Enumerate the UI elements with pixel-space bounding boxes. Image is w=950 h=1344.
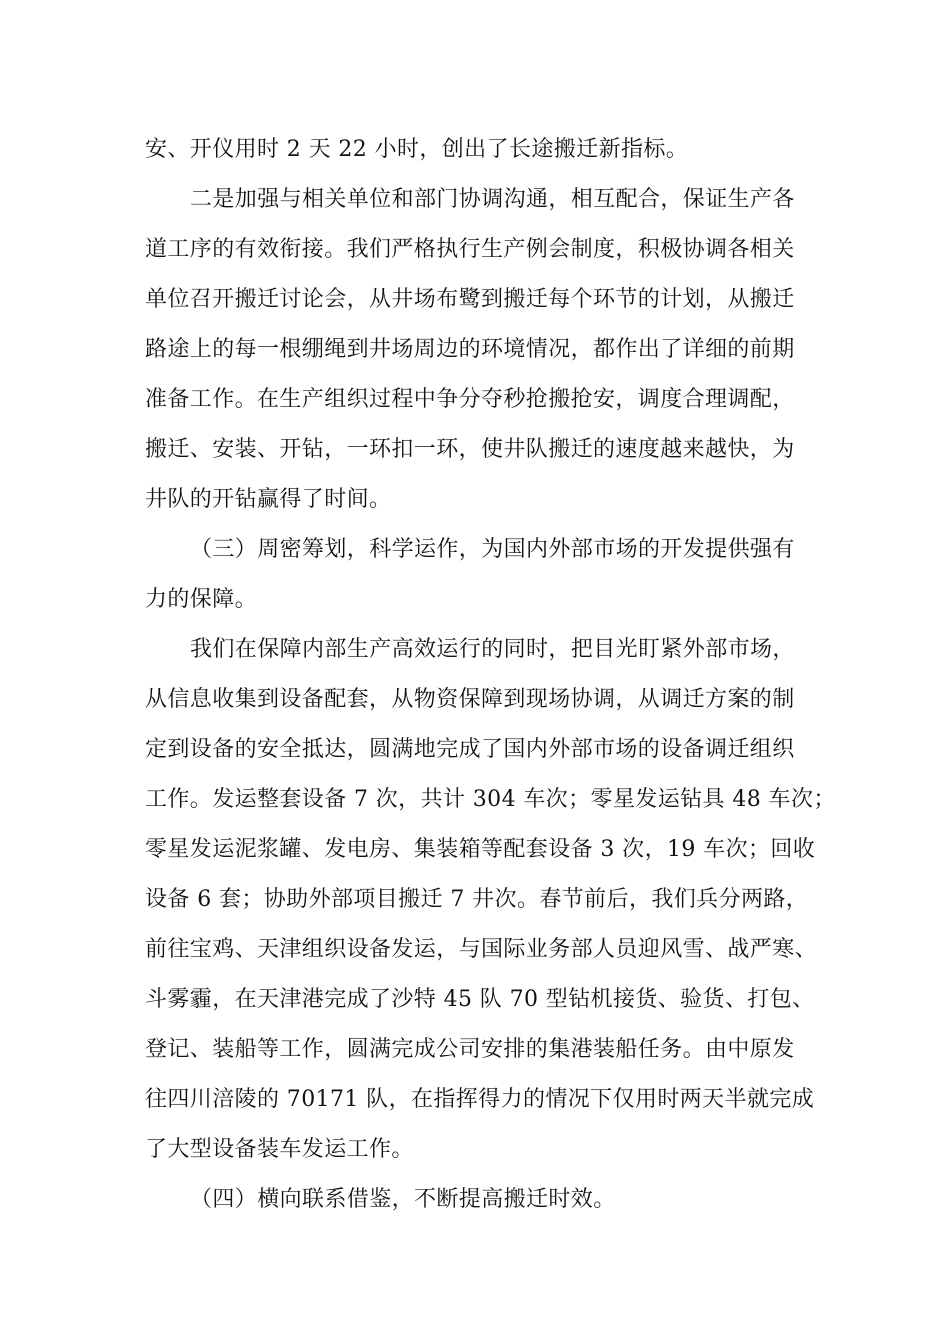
- text-line: 准备工作。在生产组织过程中争分夺秒抢搬抢安，调度合理调配，: [145, 387, 795, 412]
- text-line: 设备 6 套；协助外部项目搬迁 7 井次。春节前后，我们兵分两路，: [145, 887, 809, 912]
- text-line: 零星发运泥浆罐、发电房、集装箱等配套设备 3 次，19 车次；回收: [145, 837, 816, 862]
- text-line: 井队的开钻赢得了时间。: [145, 487, 392, 512]
- text-line: 从信息收集到设备配套，从物资保障到现场协调，从调迁方案的制: [145, 687, 795, 712]
- text-line: 安、开仪用时 2 天 22 小时，创出了长途搬迁新指标。: [145, 137, 689, 162]
- text-line: 单位召开搬迁讨论会，从井场布鹭到搬迁每个环节的计划，从搬迁: [145, 287, 795, 312]
- text-line: 道工序的有效衔接。我们严格执行生产例会制度，积极协调各相关: [145, 237, 795, 262]
- section-heading-3: （三）周密筹划，科学运作，为国内外部市场的开发提供强有: [190, 537, 795, 562]
- text-line: 了大型设备装车发运工作。: [145, 1137, 414, 1162]
- section-heading-4: （四）横向联系借鉴，不断提高搬迁时效。: [190, 1187, 616, 1212]
- text-line: 工作。发运整套设备 7 次，共计 304 车次；零星发运钻具 48 车次；: [145, 787, 836, 812]
- text-line: 斗雾霾，在天津港完成了沙特 45 队 70 型钻机接货、验货、打包、: [145, 987, 815, 1012]
- paragraph-first-line: 二是加强与相关单位和部门协调沟通，相互配合，保证生产各: [190, 187, 795, 212]
- text-line: 定到设备的安全抵达，圆满地完成了国内外部市场的设备调迁组织: [145, 737, 795, 762]
- text-line: 往四川涪陵的 70171 队，在指挥得力的情况下仅用时两天半就完成: [145, 1087, 815, 1112]
- text-line: 前往宝鸡、天津组织设备发运，与国际业务部人员迎风雪、战严寒、: [145, 937, 818, 962]
- section-heading-3-cont: 力的保障。: [145, 587, 258, 612]
- text-line: 路途上的每一根绷绳到井场周边的环境情况，都作出了详细的前期: [145, 337, 795, 362]
- text-line: 搬迁、安装、开钻，一环扣一环，使井队搬迁的速度越来越快，为: [145, 437, 795, 462]
- text-line: 登记、装船等工作，圆满完成公司安排的集港装船任务。由中原发: [145, 1037, 795, 1062]
- paragraph-first-line: 我们在保障内部生产高效运行的同时，把目光盯紧外部市场，: [190, 637, 795, 662]
